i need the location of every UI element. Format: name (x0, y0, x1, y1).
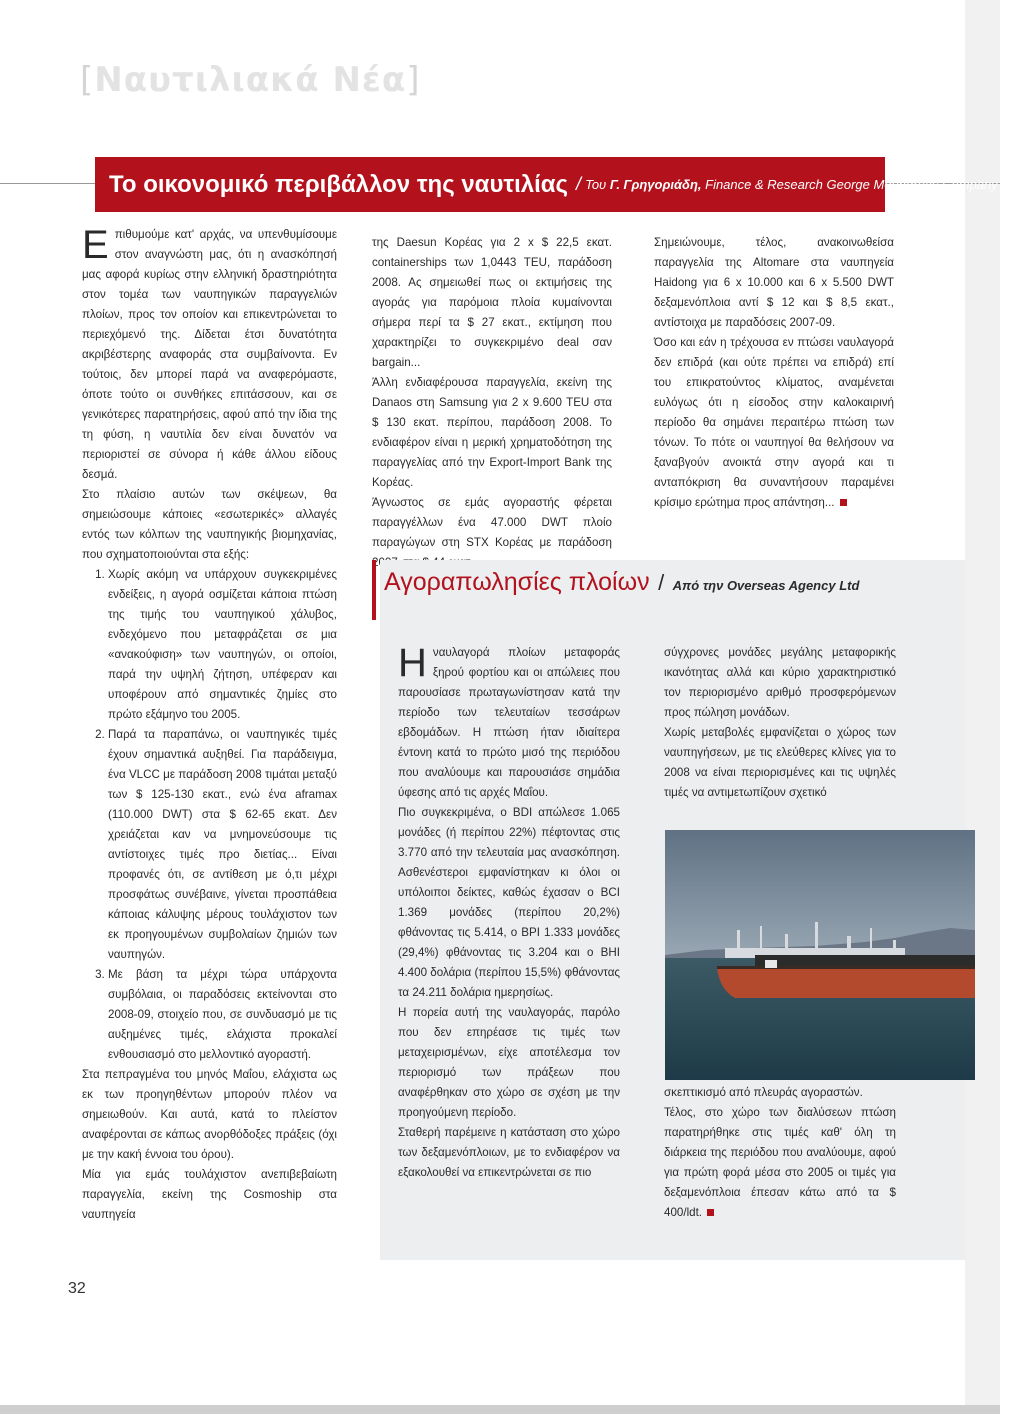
paragraph: Όσο και εάν η τρέχουσα εν πτώσει ναυλαγορά δεν επιδρά (και ούτε πρέπει να επιδρά) επί του επικρατούντος κλίματος, αναμένεται ευλόγως ότι η είσοδος στην καλοκαιρινή περίοδο θα σημάνει περαιτέρω πτώση των τόνων. Το πότε οι ναυπηγοί θα θελήσουν να ξαναβγούν ανοικτά στην αγορά και τι ανταπόκριση θα συναντήσουν παραμένει κρίσιμο ερώτημα προς απάντηση... (654, 336, 894, 509)
end-mark-icon (840, 499, 847, 506)
article-author: Του Γ. Γρηγοριάδη, Finance & Research George Moundreas Company S.A. (585, 177, 1026, 192)
ship-photo (665, 830, 975, 1080)
dropcap: Η (398, 641, 427, 685)
paragraph: Χωρίς μεταβολές εμφανίζεται ο χώρος των ναυπηγήσεων, με τις ελεύθερες κλίνες για το 2008 να είναι περιορισμένες και τις υψηλές τιμές να αντιμετωπίζουν σχετικό (664, 726, 896, 799)
page-number: 32 (68, 1280, 86, 1297)
paragraph: Πιο συγκεκριμένα, ο BDI απώλεσε 1.065 μονάδες (ή περίπου 22%) πέφτοντας στις 3.770 από την τελευταία μας ανασκόπηση. Ασθενέστεροι εμφανίστηκαν κι όλοι οι υπόλοιποι δείκτες, καθώς έχασαν ο BCI 1.369 μονάδες (περίπου 20,2%) φθάνοντας τις 5.414, ο BPI 1.333 μονάδες (29,4%) φθάνοντας τις 3.204 και ο BHI 4.400 δολάρια (περίπου 15,5%) φθάνοντας τα 24.211 δολάρια ημερησίως. (398, 806, 620, 999)
paragraph: Άλλη ενδιαφέρουσα παραγγελία, εκείνη της Danaos στη Samsung για 2 x 9.600 TEU στα $ 130 εκατ. περίπου, παράδοση 2008. Το ενδιαφέρον είναι η μερική χρηματοδότηση της παραγγελίας από την Export-Import Bank της Κορέας. (372, 376, 612, 489)
paragraph: της Daesun Κορέας για 2 x $ 22,5 εκατ. containerships των 1,0443 TEU, παράδοση 2008. Ας σημειωθεί πως οι εκτιμήσεις της αγοράς για παρόμοια πλοία κυμαίνονται σήμερα περί τα $ 27 εκατ., εκτίμηση που χαρακτηρίζει το συγκεκριμένο deal σαν bargain... (372, 236, 612, 369)
ship-photo-image (665, 830, 975, 1080)
box-title-separator: / (658, 570, 665, 595)
article-title-bar (95, 157, 1026, 212)
box-accent-bar (372, 560, 376, 620)
paragraph: Τέλος, στο χώρο των διαλύσεων πτώση παρατηρήθηκε στις τιμές καθ' όλη τη διάρκεια της περιόδου που αναλύουμε, αφού για πρώτη φορά μέσα στο 2005 οι τιμές για δεξαμενόπλοια έπεσαν κάτω από τα $ 400/ldt. (664, 1106, 896, 1219)
page-bottom-edge (0, 1405, 1000, 1414)
paragraph: σκεπτικισμό από πλευράς αγοραστών. (664, 1086, 863, 1099)
box-title-text: Αγοραπωλησίες πλοίων (384, 568, 650, 596)
paragraph: Σημειώνουμε, τέλος, ανακοινωθείσα παραγγελία της Altomare στα ναυπηγεία Haidong για 6 x 10.000 και 6 x 5.500 DWT δεξαμενόπλοια αντί $ 12 και $ 8,5 εκατ., αντίστοιχα με παραδόσεις 2007-09. (654, 236, 894, 329)
list-item: 1. Χωρίς ακόμη να υπάρχουν συγκεκριμένες ενδείξεις, η αγορά οσμίζεται κάποια πτώση της τιμής του ναυπηγικού χάλυβος, ενδεχόμενο που μεταφράζεται σε μια «ανακούφιση» των ναυπηγών, οι οποίοι, παρά την υψηλή ζήτηση, υπέφεραν και υποφέρουν από σημαντικές ζημίες στο πρώτο εξάμηνο του 2005. (108, 565, 337, 725)
box-title (384, 568, 859, 597)
article2-column-2-top (664, 643, 896, 803)
page-edge-shadow (965, 0, 1000, 1414)
article2-column-2-bottom (664, 1083, 896, 1223)
paragraph: ναυλαγορά πλοίων μεταφοράς ξηρού φορτίου και οι απώλειες που παρουσίασε πρωταγωνίστησαν κατά την περίοδο των τελευταίων τεσσάρων εβδομάδων. Η πτώση ήταν ιδιαίτερα έντονη κατά το πρώτο μισό της περιόδου που αναλύουμε και παρουσιάσε σημάδια ύφεσης από τις αρχές Μαΐου. (398, 646, 620, 799)
end-mark-icon (707, 1209, 714, 1216)
paragraph: σύγχρονες μονάδες μεγάλης μεταφορικής ικανότητας αλλά και κύριο χαρακτηριστικό τον περιορισμένο αριθμό προσφερόμενων προς πώληση μονάδων. (664, 646, 896, 719)
paragraph: Στα πεπραγμένα του μηνός Μαΐου, ελάχιστα ως εκ των προηγηθέντων μπορούν πλέον να σημειωθούν. Και αυτά, κατά το πλείστον αναφέρονται σε κάπως ανορθόδοξες πράξεις (όχι με την κακή έννοια του όρου). (82, 1068, 337, 1161)
paragraph: Στο πλαίσιο αυτών των σκέψεων, θα σημειώσουμε κάποιες «εσωτερικές» αλλαγές εντός των κόλπων της ναυπηγικής βιομηχανίας, που σχηματοποιούνται στα εξής: (82, 488, 337, 561)
section-label: [Ναυτιλιακά Νέα] (80, 60, 421, 100)
article1-column-3 (654, 233, 894, 513)
paragraph: Σταθερή παρέμεινε η κατάσταση στο χώρο των δεξαμενόπλοιων, με το ενδιαφέρον να εξακολουθεί να επικεντρώνεται σε πιο (398, 1126, 620, 1179)
title-separator: / (576, 174, 582, 194)
paragraph: Η πορεία αυτή της ναυλαγοράς, παρόλο που δεν επηρέασε τις τιμές των μεταχειρισμένων, είχε αποτέλεσμα τον περιορισμό των πράξεων που αναφέρθηκαν στο χώρο σε σχέση με την προηγούμενη περίοδο. (398, 1006, 620, 1119)
article2-column-1 (398, 643, 620, 1183)
dropcap: Ε (82, 223, 109, 267)
list-item: 2. Παρά τα παραπάνω, οι ναυπηγικές τιμές έχουν σημαντικά αυξηθεί. Για παράδειγμα, ένα VLCC με παράδοση 2008 τιμάται μεταξύ των $ 125-130 εκατ., ενώ ένα aframax (110.000 DWT) στα $ 62-65 εκατ. Δεν χρειάζεται καν να μνημονεύσουμε τις αντίστοιχες τιμές προ διετίας... Είναι προφανές ότι, σε αντίθεση με ό,τι μέχρι προσφάτως συνέβαινε, γίνεται προσπάθεια κάποιας κάλυψης μέρους τουλάχιστον των εκ προηγουμένων συμβολαίων ζημιών των ναυπηγών. (108, 725, 337, 965)
box-title-author: Από την Overseas Agency Ltd (672, 578, 860, 593)
article1-column-2 (372, 233, 612, 573)
paragraph: πιθυμούμε κατ' αρχάς, να υπενθυμίσουμε στον αναγνώστη μας, ότι η ανασκόπησή μας αφορά κυρίως στην ελληνική δραστηριότητα στον τομέα των ναυπηγικών παραγγελιών πλοίων, προς τον οποίον και επικεντρώνεται το περιεχόμενό της. Δίδεται έτσι δυνατότητα ακριβέστερης αναφοράς στα συμβαίνοντα. Εν τούτοις, δεν μπορεί παρά να αναφερόμαστε, όποτε τούτο οι συνθήκες επιτάσσουν, και σε γενικότερες παρατηρήσεις, αφού από την ίδια της τη φύση, η ναυτιλία δεν είναι δυνατόν να περιοριστεί σε σύνορα ή κάθε άλλου είδους δεσμά. (82, 228, 337, 481)
article1-column-1 (82, 225, 337, 1225)
numbered-list (82, 565, 337, 1065)
paragraph: Άγνωστος σε εμάς αγοραστής φέρεται παραγγέλλων ένα 47.000 DWT πλοίο παραγώγων στη STX Κορέας με παράδοση (372, 496, 612, 549)
paragraph: Μία για εμάς τουλάχιστον ανεπιβεβαίωτη παραγγελία, εκείνη της Cosmoship στα ναυπηγεία (82, 1168, 337, 1221)
article-title: Το οικονομικό περιβάλλον της ναυτιλίας (109, 170, 569, 198)
list-item: 3. Με βάση τα μέχρι τώρα υπάρχοντα συμβόλαια, οι παραδόσεις εκτείνονται στο 2008-09, στοιχείο που, σε συνδυασμό με τις αυξημένες τιμές, ελάχιστα προκαλεί ενθουσιασμό στο μελλοντικό αγοραστή. (108, 965, 337, 1065)
